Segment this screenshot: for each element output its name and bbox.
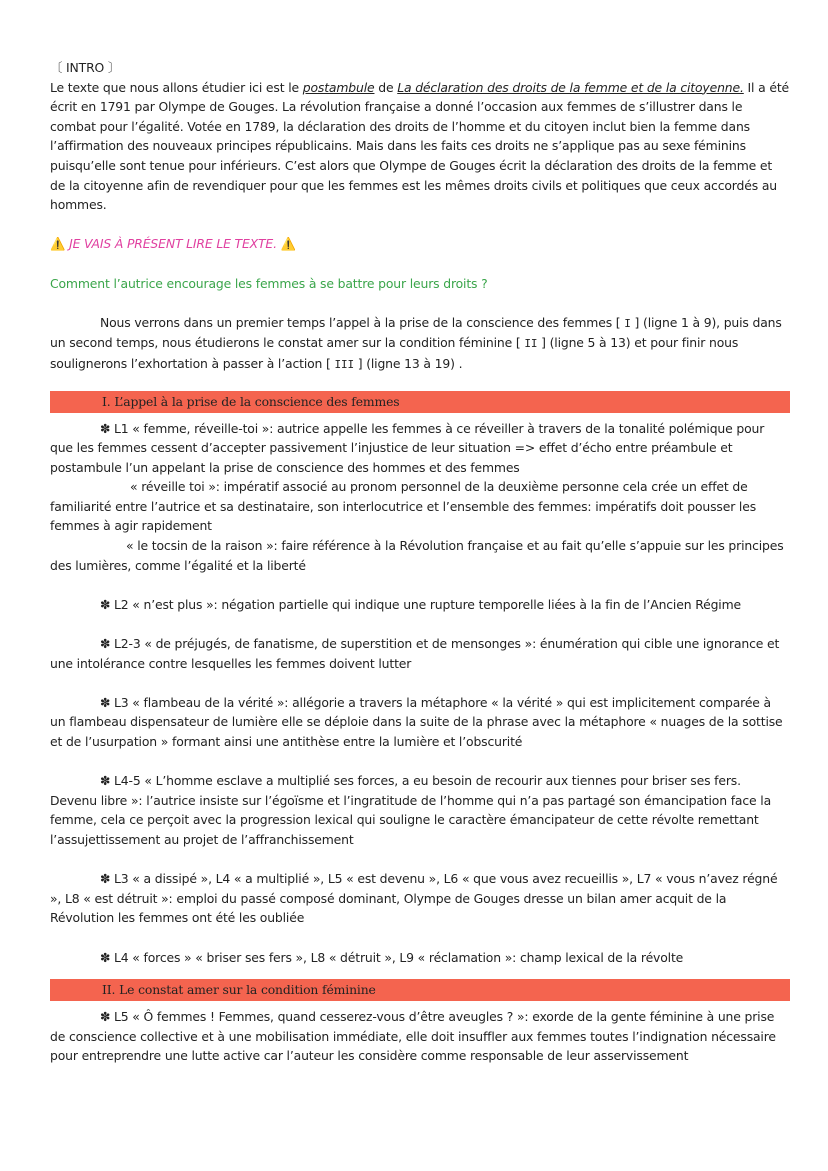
section-two-header: II. Le constat amer sur la condition féminine — [50, 979, 790, 1001]
analysis-subitem: « réveille toi »: impératif associé au pronom personnel de la deuxième personne cela crée un effet de familiarité entre l’autrice et sa destinataire, son interlocutrice et l’ensemble des femmes: impératifs doit pousser les femmes à agir rapidement — [50, 479, 756, 534]
document-page — [50, 58, 790, 1066]
warning-icon: ⚠️ — [50, 236, 66, 252]
analysis-subitem: « le tocsin de la raison »: faire référence à la Révolution française et au fait qu’elle s’appuie sur les principes des lumières, comme l’égalité et la liberté — [50, 538, 784, 573]
intro-paragraph — [50, 78, 790, 215]
analysis-item: ✽ L2-3 « de préjugés, de fanatisme, de superstition et de mensonges »: énumération qui cible une ignorance et une intolérance contre lesquelles les femmes doivent lutter — [50, 636, 780, 671]
analysis-item: ✽ L3 « a dissipé », L4 « a multiplié », L5 « est devenu », L6 « que vous avez recueillis », L7 « vous n’avez régné », L8 « est détruit »: emploi du passé composé dominant, Olympe de Gouges dresse un bilan amer acquit de la Révolution les femmes ont été les oubliée — [50, 871, 778, 926]
reading-warning — [50, 234, 790, 254]
plan-paragraph — [50, 313, 790, 375]
intro-text-c: Il a été écrit en 1791 par Olympe de Gouges. La révolution française a donné l’occasion aux femmes de s’illustrer dans le combat pour l’égalité. Votée en 1789, la déclaration des droits de l’homme et du citoyen inclut bien la femme dans l’affirmation des nouveaux principes républicains. Mais dans les faits ces droits ne s’applique pas au sexe féminins puisqu’elle sont tenue pour inférieurs. C’est alors que Olympe de Gouges écrit la déclaration des droits de la femme et de la citoyenne afin de revendiquer pour que les femmes est les mêmes droits civils et politiques que ceux accordés au hommes. — [50, 79, 790, 213]
analysis-item: ✽ L1 « femme, réveille-toi »: autrice appelle les femmes à ce réveiller à travers de la tonalité polémique pour que les femmes cessent d’accepter passivement l’injustice de leur situation => effet d’écho entre préambule et postambule l’un appelant la prise de conscience des hommes et des femmes — [50, 420, 765, 475]
intro-text-b: de — [374, 79, 398, 95]
analysis-item: ✽ L5 « Ô femmes ! Femmes, quand cesserez-vous d’être aveugles ? »: exorde de la gente féminine à une prise de conscience collective et à une mobilisation immédiate, elle doit insuffler aux femmes toutes l’indignation nécessaire pour entreprendre une lutte active car l’auteur les considère comme responsable de leur asservissement — [50, 1009, 776, 1064]
analysis-item: ✽ L2 « n’est plus »: négation partielle qui indique une rupture temporelle liées à la fin de l’Ancien Régime — [100, 596, 741, 612]
plan-text-b: ] (ligne 1 à 9), puis dans un second temps, nous étudierons le constat amer sur la condition féminine [ — [50, 314, 782, 351]
warning-text: JE VAIS À PRÉSENT LIRE LE TEXTE. — [65, 236, 281, 252]
plan-text-d: ] (ligne 13 à 19) . — [353, 355, 463, 371]
intro-underlined-title: La déclaration des droits de la femme et de la citoyenne. — [397, 79, 744, 95]
analysis-item: ✽ L3 « flambeau de la vérité »: allégorie a travers la métaphore « la vérité » qui est implicitement comparée à un flambeau dispensateur de lumière elle se déploie dans la suite de la phrase avec la métaphore « nuages de la sottise et de l’usurpation » formant ainsi une antithèse entre la lumière et l’obscurité — [50, 694, 783, 749]
section-one-header: I. L’appel à la prise de la conscience des femmes — [50, 391, 790, 413]
analysis-item: ✽ L4 « forces » « briser ses fers », L8 « détruit », L9 « réclamation »: champ lexical de la révolte — [100, 949, 684, 965]
analysis-item: ✽ L4-5 « L’homme esclave a multiplié ses forces, a eu besoin de recourir aux tiennes pour briser ses fers. Devenu libre »: l’autrice insiste sur l’égoïsme et l’ingratitude de l’homme qui n’a pas partagé son émancipation face la femme, cela ce perçoit avec la progression lexical qui souligne le caractère émancipateur de cette révolte remettant l’assujettissement au projet de l’affranchissement — [50, 773, 772, 847]
roman-two: II — [524, 337, 538, 351]
roman-three: III — [334, 357, 354, 371]
plan-text-a: Nous verrons dans un premier temps l’appel à la prise de la conscience des femmes [ — [100, 314, 625, 330]
intro-text-a: Le texte que nous allons étudier ici est le — [50, 79, 303, 95]
warning-icon-end: ⚠️ — [280, 236, 296, 252]
intro-underlined-postambule: postambule — [302, 79, 375, 95]
roman-one: I — [624, 316, 631, 330]
intro-heading: 〔 INTRO 〕 — [50, 60, 121, 75]
problematic-question: Comment l’autrice encourage les femmes à se battre pour leurs droits ? — [50, 275, 488, 291]
plan-text-c: ] (ligne 5 à 13) et pour finir nous soulignerons l’exhortation à passer à l’action [ — [50, 335, 739, 371]
